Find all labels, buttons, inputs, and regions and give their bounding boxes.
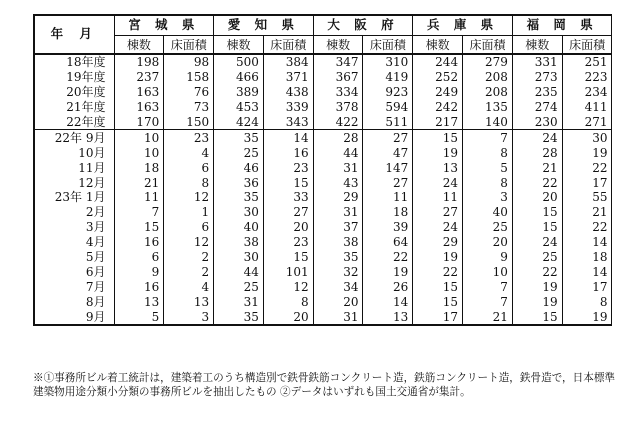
count-cell: 252 xyxy=(413,70,463,85)
row-label: 18年度 xyxy=(34,54,114,70)
count-cell: 15 xyxy=(512,220,562,235)
floor-area-cell: 8 xyxy=(263,294,313,309)
floor-area-cell: 16 xyxy=(263,145,313,160)
count-cell: 31 xyxy=(313,309,363,325)
row-label: 21年度 xyxy=(34,100,114,115)
floor-area-cell: 147 xyxy=(363,160,413,175)
table-row xyxy=(34,100,612,115)
count-cell: 25 xyxy=(512,250,562,265)
floor-area-cell: 12 xyxy=(164,235,214,250)
count-cell: 15 xyxy=(413,294,463,309)
row-label: 12月 xyxy=(34,175,114,190)
count-cell: 422 xyxy=(313,115,363,130)
count-cell: 21 xyxy=(114,175,164,190)
count-cell: 170 xyxy=(114,115,164,130)
count-cell: 32 xyxy=(313,264,363,279)
table-row xyxy=(34,160,612,175)
floor-area-cell: 3 xyxy=(463,190,513,205)
floor-area-cell: 22 xyxy=(363,250,413,265)
count-cell: 15 xyxy=(512,205,562,220)
count-cell: 20 xyxy=(313,294,363,309)
count-cell: 11 xyxy=(114,190,164,205)
table-row xyxy=(34,130,612,145)
floor-area-cell: 19 xyxy=(562,309,612,325)
count-cell: 163 xyxy=(114,100,164,115)
floor-area-cell: 4 xyxy=(164,145,214,160)
count-header: 棟数 xyxy=(214,36,264,55)
count-cell: 22 xyxy=(512,264,562,279)
count-cell: 249 xyxy=(413,85,463,100)
floor-area-cell: 12 xyxy=(263,279,313,294)
floor-area-cell: 2 xyxy=(164,264,214,279)
table-row xyxy=(34,205,612,220)
office-building-table xyxy=(33,14,612,326)
count-cell: 15 xyxy=(413,130,463,145)
floor-area-cell: 17 xyxy=(562,279,612,294)
floor-area-cell: 208 xyxy=(463,70,513,85)
floor-area-cell: 101 xyxy=(263,264,313,279)
count-cell: 367 xyxy=(313,70,363,85)
floor-area-cell: 22 xyxy=(562,220,612,235)
count-cell: 28 xyxy=(313,130,363,145)
count-cell: 16 xyxy=(114,279,164,294)
floor-area-cell: 22 xyxy=(562,160,612,175)
floor-area-cell: 208 xyxy=(463,85,513,100)
count-cell: 24 xyxy=(413,220,463,235)
count-cell: 22 xyxy=(512,175,562,190)
count-cell: 35 xyxy=(214,190,264,205)
floor-area-cell: 11 xyxy=(363,190,413,205)
prefecture-header-fukuoka: 福 岡 県 xyxy=(512,15,612,36)
floor-area-cell: 371 xyxy=(263,70,313,85)
table-row xyxy=(34,190,612,205)
floor-area-cell: 150 xyxy=(164,115,214,130)
floor-area-header: 床面積 xyxy=(463,36,513,55)
row-label: 11月 xyxy=(34,160,114,175)
floor-area-cell: 251 xyxy=(562,54,612,70)
count-cell: 46 xyxy=(214,160,264,175)
footnote xyxy=(33,371,623,399)
floor-area-cell: 47 xyxy=(363,145,413,160)
footnote-line-1: ※①事務所ビル着工統計は，建築着工のうち構造別で鉄骨鉄筋コンクリート造，鉄筋コンクリート造，鉄骨造で，日本標準 xyxy=(33,372,616,384)
year-month-header: 年 月 xyxy=(34,15,114,54)
count-cell: 31 xyxy=(313,205,363,220)
count-cell: 15 xyxy=(512,309,562,325)
count-cell: 35 xyxy=(214,130,264,145)
count-cell: 27 xyxy=(413,205,463,220)
floor-area-cell: 23 xyxy=(164,130,214,145)
floor-area-cell: 594 xyxy=(363,100,413,115)
count-cell: 17 xyxy=(413,309,463,325)
floor-area-cell: 135 xyxy=(463,100,513,115)
row-label: 6月 xyxy=(34,264,114,279)
count-cell: 30 xyxy=(214,250,264,265)
count-cell: 44 xyxy=(214,264,264,279)
floor-area-cell: 6 xyxy=(164,220,214,235)
floor-area-cell: 21 xyxy=(562,205,612,220)
count-cell: 31 xyxy=(313,160,363,175)
row-label: 19年度 xyxy=(34,70,114,85)
table-row xyxy=(34,145,612,160)
count-cell: 9 xyxy=(114,264,164,279)
floor-area-cell: 19 xyxy=(363,264,413,279)
floor-area-cell: 343 xyxy=(263,115,313,130)
row-label: 5月 xyxy=(34,250,114,265)
floor-area-cell: 19 xyxy=(562,145,612,160)
floor-area-cell: 279 xyxy=(463,54,513,70)
floor-area-cell: 419 xyxy=(363,70,413,85)
floor-area-cell: 12 xyxy=(164,190,214,205)
floor-area-header: 床面積 xyxy=(164,36,214,55)
count-cell: 466 xyxy=(214,70,264,85)
row-label: 9月 xyxy=(34,309,114,325)
table-row xyxy=(34,115,612,130)
floor-area-cell: 339 xyxy=(263,100,313,115)
floor-area-cell: 5 xyxy=(463,160,513,175)
table-body xyxy=(34,54,612,325)
floor-area-cell: 1 xyxy=(164,205,214,220)
floor-area-cell: 6 xyxy=(164,160,214,175)
floor-area-cell: 7 xyxy=(463,130,513,145)
count-cell: 6 xyxy=(114,250,164,265)
count-cell: 22 xyxy=(413,264,463,279)
floor-area-cell: 3 xyxy=(164,309,214,325)
count-cell: 198 xyxy=(114,54,164,70)
count-cell: 38 xyxy=(313,235,363,250)
count-cell: 13 xyxy=(114,294,164,309)
count-cell: 5 xyxy=(114,309,164,325)
count-cell: 11 xyxy=(413,190,463,205)
prefecture-header-aichi: 愛 知 県 xyxy=(214,15,314,36)
count-cell: 163 xyxy=(114,85,164,100)
row-label: 8月 xyxy=(34,294,114,309)
floor-area-cell: 8 xyxy=(562,294,612,309)
floor-area-cell: 26 xyxy=(363,279,413,294)
row-label: 3月 xyxy=(34,220,114,235)
count-cell: 24 xyxy=(512,130,562,145)
floor-area-cell: 20 xyxy=(263,309,313,325)
prefecture-header-osaka: 大 阪 府 xyxy=(313,15,413,36)
floor-area-cell: 14 xyxy=(363,294,413,309)
floor-area-cell: 14 xyxy=(562,235,612,250)
count-cell: 24 xyxy=(512,235,562,250)
table-row xyxy=(34,309,612,325)
floor-area-cell: 310 xyxy=(363,54,413,70)
row-label: 7月 xyxy=(34,279,114,294)
count-cell: 7 xyxy=(114,205,164,220)
table-row xyxy=(34,264,612,279)
floor-area-cell: 20 xyxy=(263,220,313,235)
footnote-line-2: 建築物用途分類小分類の事務所ビルを抽出したもの ②データはいずれも国土交通省が集計。 xyxy=(33,386,471,398)
floor-area-cell: 25 xyxy=(463,220,513,235)
count-cell: 44 xyxy=(313,145,363,160)
count-cell: 273 xyxy=(512,70,562,85)
floor-area-cell: 33 xyxy=(263,190,313,205)
floor-area-cell: 40 xyxy=(463,205,513,220)
count-header: 棟数 xyxy=(114,36,164,55)
count-cell: 424 xyxy=(214,115,264,130)
floor-area-cell: 27 xyxy=(263,205,313,220)
count-cell: 15 xyxy=(413,279,463,294)
count-cell: 453 xyxy=(214,100,264,115)
floor-area-cell: 8 xyxy=(164,175,214,190)
count-cell: 378 xyxy=(313,100,363,115)
count-cell: 38 xyxy=(214,235,264,250)
floor-area-cell: 2 xyxy=(164,250,214,265)
office-building-table-wrapper xyxy=(33,14,611,326)
count-cell: 19 xyxy=(413,145,463,160)
floor-area-cell: 55 xyxy=(562,190,612,205)
count-cell: 16 xyxy=(114,235,164,250)
count-header: 棟数 xyxy=(413,36,463,55)
floor-area-header: 床面積 xyxy=(363,36,413,55)
count-cell: 31 xyxy=(214,294,264,309)
count-cell: 43 xyxy=(313,175,363,190)
floor-area-header: 床面積 xyxy=(263,36,313,55)
count-cell: 244 xyxy=(413,54,463,70)
floor-area-cell: 23 xyxy=(263,160,313,175)
floor-area-cell: 30 xyxy=(562,130,612,145)
count-cell: 19 xyxy=(512,279,562,294)
floor-area-cell: 15 xyxy=(263,250,313,265)
floor-area-cell: 271 xyxy=(562,115,612,130)
count-header: 棟数 xyxy=(512,36,562,55)
count-cell: 274 xyxy=(512,100,562,115)
prefecture-header-hyogo: 兵 庫 県 xyxy=(413,15,513,36)
floor-area-cell: 7 xyxy=(463,294,513,309)
count-cell: 15 xyxy=(114,220,164,235)
count-cell: 29 xyxy=(313,190,363,205)
floor-area-cell: 18 xyxy=(562,250,612,265)
floor-area-cell: 23 xyxy=(263,235,313,250)
row-label: 20年度 xyxy=(34,85,114,100)
floor-area-cell: 13 xyxy=(363,309,413,325)
floor-area-cell: 10 xyxy=(463,264,513,279)
floor-area-cell: 4 xyxy=(164,279,214,294)
row-label: 22年 9月 xyxy=(34,130,114,145)
floor-area-cell: 73 xyxy=(164,100,214,115)
floor-area-cell: 223 xyxy=(562,70,612,85)
table-row xyxy=(34,294,612,309)
row-label: 22年度 xyxy=(34,115,114,130)
table-row xyxy=(34,220,612,235)
count-cell: 35 xyxy=(214,309,264,325)
count-cell: 347 xyxy=(313,54,363,70)
count-cell: 29 xyxy=(413,235,463,250)
count-cell: 36 xyxy=(214,175,264,190)
floor-area-cell: 17 xyxy=(562,175,612,190)
count-cell: 20 xyxy=(512,190,562,205)
floor-area-cell: 64 xyxy=(363,235,413,250)
count-cell: 230 xyxy=(512,115,562,130)
count-cell: 25 xyxy=(214,145,264,160)
floor-area-cell: 15 xyxy=(263,175,313,190)
floor-area-cell: 438 xyxy=(263,85,313,100)
floor-area-cell: 13 xyxy=(164,294,214,309)
floor-area-cell: 7 xyxy=(463,279,513,294)
floor-area-cell: 411 xyxy=(562,100,612,115)
prefecture-header-miyagi: 宮 城 県 xyxy=(114,15,214,36)
table-row xyxy=(34,175,612,190)
count-cell: 500 xyxy=(214,54,264,70)
floor-area-cell: 76 xyxy=(164,85,214,100)
count-cell: 28 xyxy=(512,145,562,160)
count-cell: 30 xyxy=(214,205,264,220)
row-label: 2月 xyxy=(34,205,114,220)
floor-area-cell: 140 xyxy=(463,115,513,130)
count-cell: 10 xyxy=(114,130,164,145)
floor-area-cell: 8 xyxy=(463,145,513,160)
count-cell: 24 xyxy=(413,175,463,190)
table-row xyxy=(34,54,612,70)
floor-area-cell: 384 xyxy=(263,54,313,70)
floor-area-header: 床面積 xyxy=(562,36,612,55)
count-cell: 19 xyxy=(512,294,562,309)
floor-area-cell: 8 xyxy=(463,175,513,190)
count-cell: 217 xyxy=(413,115,463,130)
table-row xyxy=(34,70,612,85)
count-cell: 19 xyxy=(413,250,463,265)
floor-area-cell: 511 xyxy=(363,115,413,130)
count-cell: 34 xyxy=(313,279,363,294)
count-cell: 237 xyxy=(114,70,164,85)
floor-area-cell: 234 xyxy=(562,85,612,100)
floor-area-cell: 14 xyxy=(562,264,612,279)
floor-area-cell: 27 xyxy=(363,130,413,145)
count-cell: 18 xyxy=(114,160,164,175)
floor-area-cell: 39 xyxy=(363,220,413,235)
floor-area-cell: 98 xyxy=(164,54,214,70)
floor-area-cell: 14 xyxy=(263,130,313,145)
prefecture-header-row xyxy=(34,15,612,36)
floor-area-cell: 18 xyxy=(363,205,413,220)
row-label: 23年 1月 xyxy=(34,190,114,205)
table-header xyxy=(34,15,612,54)
count-cell: 10 xyxy=(114,145,164,160)
row-label: 10月 xyxy=(34,145,114,160)
row-label: 4月 xyxy=(34,235,114,250)
count-cell: 334 xyxy=(313,85,363,100)
count-cell: 25 xyxy=(214,279,264,294)
table-row xyxy=(34,85,612,100)
floor-area-cell: 158 xyxy=(164,70,214,85)
floor-area-cell: 21 xyxy=(463,309,513,325)
count-cell: 40 xyxy=(214,220,264,235)
count-cell: 37 xyxy=(313,220,363,235)
count-cell: 35 xyxy=(313,250,363,265)
table-row xyxy=(34,279,612,294)
subheader-row xyxy=(34,36,612,55)
floor-area-cell: 27 xyxy=(363,175,413,190)
count-cell: 235 xyxy=(512,85,562,100)
floor-area-cell: 9 xyxy=(463,250,513,265)
floor-area-cell: 923 xyxy=(363,85,413,100)
count-header: 棟数 xyxy=(313,36,363,55)
count-cell: 242 xyxy=(413,100,463,115)
table-row xyxy=(34,235,612,250)
count-cell: 389 xyxy=(214,85,264,100)
floor-area-cell: 20 xyxy=(463,235,513,250)
count-cell: 331 xyxy=(512,54,562,70)
table-row xyxy=(34,250,612,265)
count-cell: 13 xyxy=(413,160,463,175)
count-cell: 21 xyxy=(512,160,562,175)
